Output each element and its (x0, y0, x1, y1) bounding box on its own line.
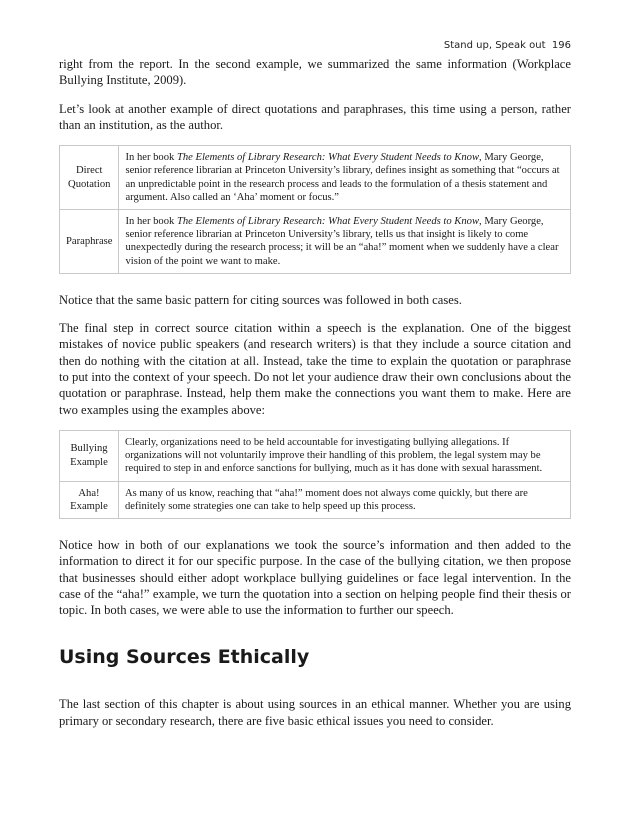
explanation-examples-table (59, 430, 571, 519)
page-number: 196 (551, 40, 571, 51)
row-text: As many of us know, reaching that “aha!” moment does not always come quickly, but there are definitely some strategies one can take to help speed up this process. (119, 481, 571, 518)
paragraph-3: Notice that the same basic pattern for citing sources was followed in both cases. (59, 292, 462, 307)
paragraph-1: right from the report. In the second example, we summarized the same information (Workplace Bullying Institute, 2009). (59, 57, 571, 88)
row-label: Paraphrase (60, 210, 119, 274)
table-row (60, 146, 571, 210)
row-text (119, 210, 571, 274)
row-label: Direct Quotation (60, 146, 119, 210)
paragraph-4: The final step in correct source citation within a speech is the explanation. One of the biggest mistakes of novice public speakers (and research writers) is that they include a source citation and then do nothing with the citation at all. Instead, take the time to explain the quotation or paraphrase to put into the context of your speech. Do not let your audience draw their own conclusions about the quotation or paraphrase. Instead, help them make the connections you want them to make. Here are two examples using the examples above: (59, 321, 571, 417)
table-row (60, 210, 571, 274)
row-text (119, 146, 571, 210)
paragraph-5: Notice how in both of our explanations we took the source’s information and then added to the information to direct it for our specific purpose. In the case of the bullying citation, we then propose that businesses should either adopt workplace bullying guidelines or face legal intervention. In the case of the “aha!” example, we turn the quotation into a section on helping people find their thesis or topic. In both cases, we were able to use the information to further our speech. (59, 537, 571, 618)
quotation-paraphrase-table (59, 145, 571, 274)
section-heading: Using Sources Ethically (59, 646, 310, 669)
paragraph-2: Let’s look at another example of direct quotations and paraphrases, this time using a person, rather than an institution, as the author. (59, 101, 571, 132)
row-text-pre: In her book (125, 216, 177, 227)
book-title: The Elements of Library Research: What Every Student Needs to Know (176, 152, 480, 164)
row-label: Aha! Example (60, 481, 119, 518)
row-text-post: , Mary George, senior reference librarian at Princeton University’s library, defines insight as something that “occurs at an unpredictable point in the research process and leads to the formulation of a thesis statement and argument. Also called an ‘Aha’ moment or focus.” (125, 152, 560, 203)
table-row (60, 430, 571, 481)
row-text-pre: In her book (125, 152, 177, 164)
row-text: Clearly, organizations need to be held accountable for investigating bullying allegations. If organizations will not voluntarily improve their handling of this problem, the legal system may be required to step in and enforce sanctions for bullying, much as it has done with sexual harassment. (119, 430, 571, 481)
row-label: Bullying Example (60, 430, 119, 481)
page-content (59, 56, 571, 741)
row-text-post: , Mary George, senior reference librarian at Princeton University’s library, tells us that insight is likely to come unexpectedly during the research process; it will be an “aha!” moment when we suddenly have a clear vision of the point we want to make. (125, 216, 559, 267)
book-title: The Elements of Library Research: What Every Student Needs to Know (176, 216, 480, 227)
running-title: Stand up, Speak out (443, 40, 546, 51)
running-head (444, 40, 571, 51)
table-row (60, 481, 571, 518)
paragraph-6: The last section of this chapter is about using sources in an ethical manner. Whether you are using primary or secondary research, there are five basic ethical issues you need to consider. (59, 697, 571, 728)
